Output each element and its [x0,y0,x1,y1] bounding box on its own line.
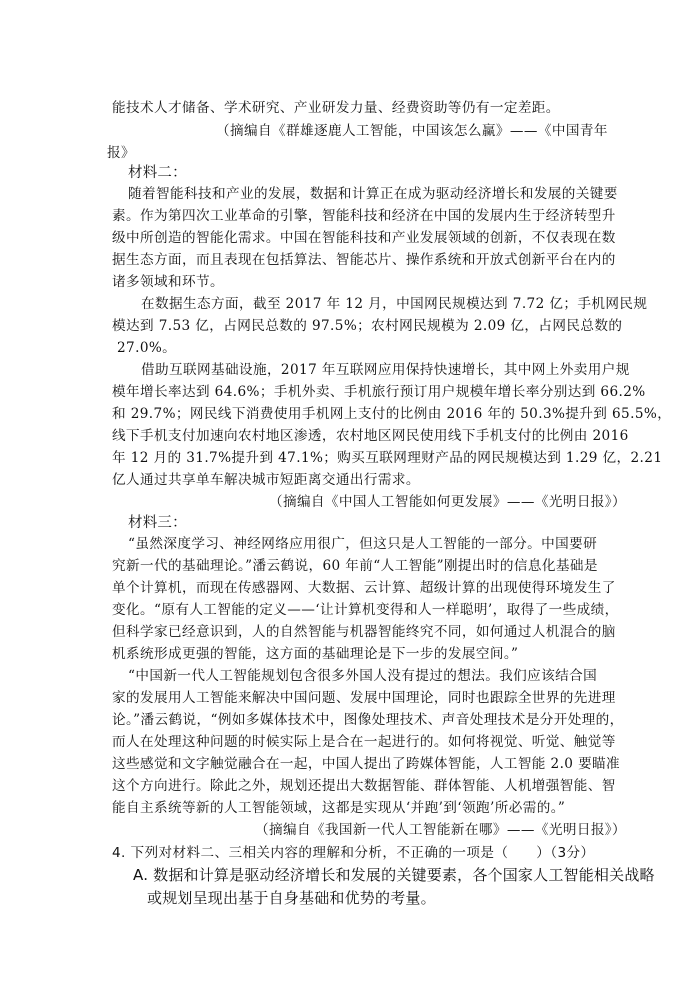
material2-para3-line: 借助互联网基础设施，2017 年互联网应用保持快速增长，其中网上外卖用户规 [141,362,630,378]
material2-para3-line: 亿人通过共享单车解决城市短距离交通出行需求。 [112,472,420,488]
material3-para2-line: 论。”潘云鹤说，“例如多媒体技术中，图像处理技术、声音处理技术是分开处理的， [112,712,624,728]
material2-para2-line: 27.0%。 [117,340,177,356]
material2-para3-line: 线下手机支付加速向农村地区渗透，农村地区网民使用线下手机支付的比例由 2016 [112,428,629,444]
material2-para3-line: 和 29.7%；网民线下消费使用手机网上支付的比例由 2016 年的 50.3%提升到 65.5%， [112,406,672,422]
material3-title: 材料三： [128,515,187,531]
material2-para2-line: 在数据生态方面，截至 2017 年 12 月，中国网民规模达到 7.72 亿；手机网民规 [141,296,648,312]
source1-line1: （摘编自《群雄逐鹿人工智能，中国该怎么赢》——《中国青年 [216,123,608,139]
material2-para3-line: 年 12 月的 31.7%提升到 47.1%；购买互联网理财产品的网民规模达到 1.29 亿，2.21 [112,450,663,466]
material3-para2-line: “中国新一代人工智能规划包含很多外国人没有提过的想法。我们应该结合国 [128,668,598,684]
material3-para1-line: 机系统形成更强的智能，这方面的基础理论是下一步的发展空间。” [112,646,519,662]
material3-para2-line: 这个方向进行。除此之外，规划还提出大数据智能、群体智能、人机增强智能、智 [112,778,616,794]
material3-para2-line: 家的发展用人工智能来解决中国问题、发展中国理论，同时也跟踪全世界的先进理 [112,690,616,706]
material2-source: （摘编自《中国人工智能如何更发展》——《光明日报》） [268,494,626,510]
question4-option-a-line1: A. 数据和计算是驱动经济增长和发展的关键要素，各个国家人工智能相关战略 [133,866,655,884]
material2-para1-line: 级中所创造的智能化需求。中国在智能科技和产业发展领域的创新，不仅表现在数 [112,230,616,246]
source1-line2: 报》 [107,145,135,161]
material3-para2-line: 而人在处理这种问题的时候实际上是合在一起进行的。如何将视觉、听觉、触觉等 [112,734,616,750]
material1-tail: 能技术人才储备、学术研究、产业研发力量、经费资助等仍有一定差距。 [112,100,560,116]
material3-para1-line: 变化。“原有人工智能的定义——‘让计算机变得和人一样聪明’，取得了一些成绩， [112,602,619,618]
material2-title: 材料二： [128,165,187,181]
material2-para1-line: 素。作为第四次工业革命的引擎，智能科技和经济在中国的发展内生于经济转型升 [112,208,616,224]
material3-para1-line: 究新一代的基础理论。”潘云鹤说，60 年前“人工智能”刚提出时的信息化基础是 [112,558,598,574]
material3-para2-line: 这些感觉和文字触觉融合在一起，中国人提出了跨媒体智能，人工智能 2.0 要瞄准 [112,756,621,772]
question4-stem: 4. 下列对材料二、三相关内容的理解和分析，不正确的一项是（ ）（3分） [112,845,595,861]
material3-para1-line: “虽然深度学习、神经网络应用很广，但这只是人工智能的一部分。中国要研 [128,536,598,552]
material2-para1-line: 诸多领域和环节。 [112,274,224,290]
material2-para2-line: 模达到 7.53 亿，占网民总数的 97.5%；农村网民规模为 2.09 亿，占网民总数的 [112,318,623,334]
material2-para1-line: 随着智能科技和产业的发展，数据和计算正在成为驱动经济增长和发展的关键要 [128,186,618,202]
material2-para3-line: 模年增长率达到 64.6%；手机外卖、手机旅行预订用户规模年增长率分别达到 66.2% [112,384,646,400]
material3-source: （摘编自《我国新一代人工智能新在哪》——《光明日报》） [254,822,626,838]
material3-para1-line: 但科学家已经意识到，人的自然智能与机器智能终究不同，如何通过人机混合的脑 [112,624,616,640]
material2-para1-line: 据生态方面，而且表现在包括算法、智能芯片、操作系统和开放式创新平台在内的 [112,252,616,268]
material3-para1-line: 单个计算机，而现在传感器网、大数据、云计算、超级计算的出现使得环境发生了 [112,580,616,596]
material3-para2-line: 能自主系统等新的人工智能领域，这都是实现从‘并跑’到‘领跑’所必需的。” [112,800,566,816]
question4-option-a-line2: 或规划呈现出基于自身基础和优势的考量。 [147,889,436,907]
